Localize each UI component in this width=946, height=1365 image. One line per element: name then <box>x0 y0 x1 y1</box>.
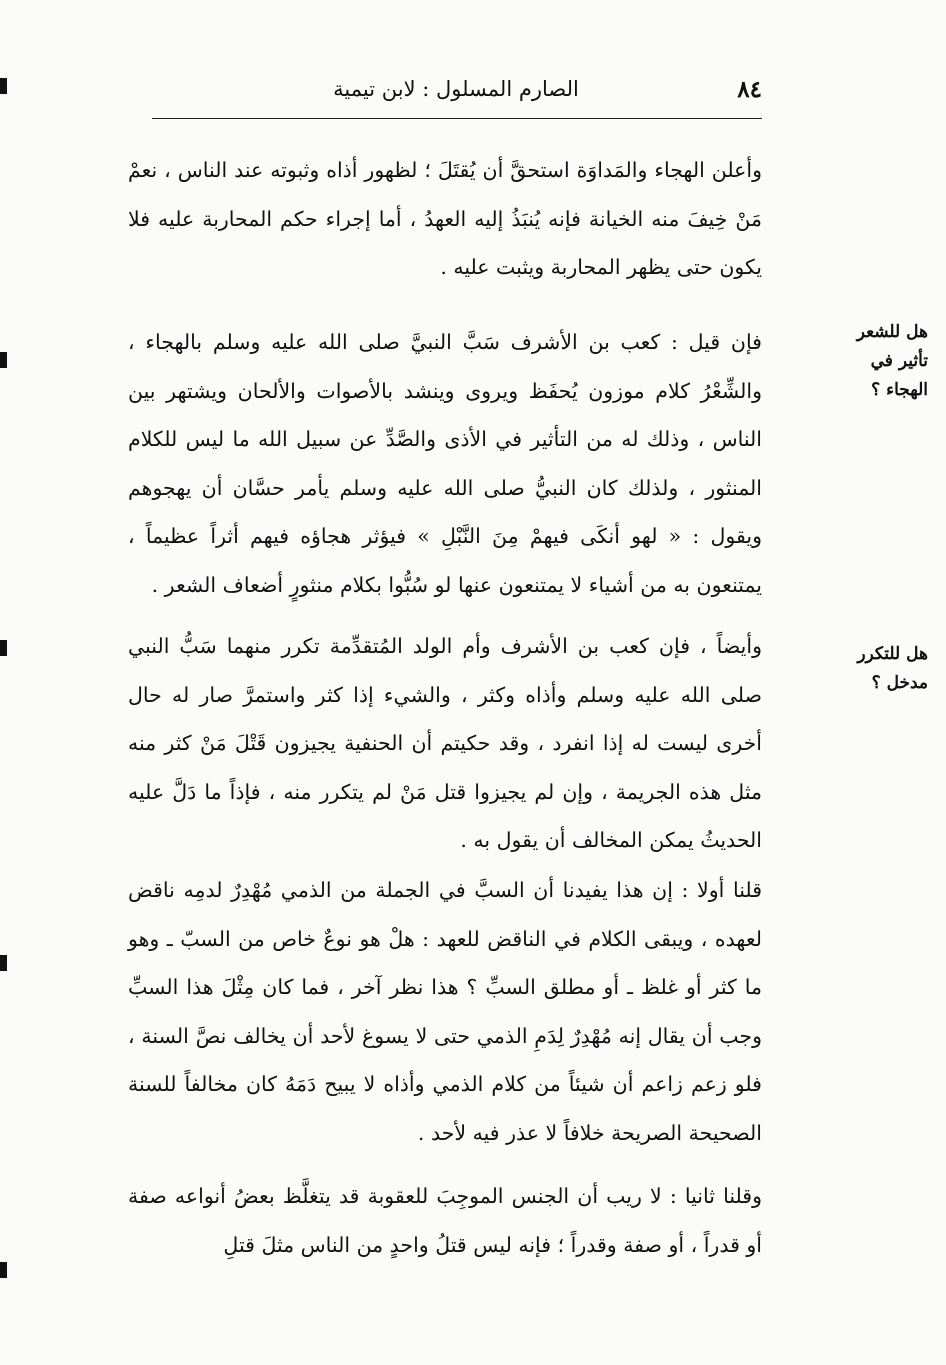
margin-mark <box>0 640 7 656</box>
paragraph-2 <box>128 318 762 609</box>
margin-mark <box>0 955 7 971</box>
side-note-poetry: هل للشعر تأثير في الهجاء ؟ <box>856 322 928 400</box>
margin-mark <box>0 352 7 368</box>
paragraph-text: قلنا أولا : إن هذا يفيدنا أن السبَّ في الجملة من الذمي مُهْدِرٌ لدمِه ناقض لعهده ، ويبقى الكلام في الناقض للعهد : هلْ هو نوعٌ خاص من السبّ ـ وهو ما كثر أو غلظ ـ أو مطلق السبِّ ؟ هذا نظر آخر ، فما كان مِثْلَ هذا السبِّ وجب أن يقال إنه مُهْدِرٌ لِدَمِ الذمي حتى لا يسوغ لأحد أن يخالف نصَّ السنة ، فلو زعم زاعم أن شيئاً من كلام الذمي وأذاه لا يبيح دَمَهُ كان مخالفاً للسنة الصحيحة الصريحة خلافاً لا عذر فيه لأحد . <box>128 878 762 1145</box>
header-rule <box>152 118 762 119</box>
paragraph-4 <box>128 866 762 1157</box>
margin-mark <box>0 1262 7 1278</box>
margin-mark <box>0 78 7 94</box>
paragraph-text: وأعلن الهجاء والمَداوَة استحقَّ أن يُقتَلَ ؛ لظهور أذاه وثبوته عند الناس ، نعمْ مَنْ خِيفَ منه الخيانة فإنه يُنبَذُ إليه العهدُ ، أما إجراء حكم المحاربة عليه فلا يكون حتى يظهر المحاربة ويثبت عليه . <box>128 158 762 279</box>
page-header <box>150 74 762 104</box>
paragraph-1 <box>128 146 762 292</box>
side-note-repetition: هل للتكرر مدخل ؟ <box>857 644 928 693</box>
paragraph-text: وقلنا ثانيا : لا ريب أن الجنس الموجِبَ للعقوبة قد يتغلَّظ بعضُ أنواعه صفة أو قدراً ، أو صفة وقدراً ؛ فإنه ليس قتلُ واحدٍ من الناس مثلَ قتلِ <box>128 1184 762 1257</box>
paragraph-text: وأيضاً ، فإن كعب بن الأشرف وأم الولد المُتقدِّمة تكرر منهما سَبُّ النبي صلى الله عليه وسلم وأذاه وكثر ، والشيء إذا كثر واستمرَّ صار له حال أخرى ليست له إذا انفرد ، وقد حكيتم أن الحنفية يجيزون قَتْلَ مَنْ كثر منه مثل هذه الجريمة ، وإن لم يجيزوا قتل مَنْ لم يتكرر منه ، فإذاً ما دَلَّ عليه الحديثُ يمكن المخالف أن يقول به . <box>128 634 762 852</box>
paragraph-5 <box>128 1172 762 1269</box>
page-number: ٨٤ <box>737 76 762 103</box>
paragraph-text: فإن قيل : كعب بن الأشرف سَبَّ النبيَّ صلى الله عليه وسلم بالهجاء ، والشِّعْرُ كلام موزون يُحفَظ ويروى وينشد بالأصوات والألحان ويشتهر بين الناس ، وذلك له من التأثير في الأذى والصَّدِّ عن سبيل الله ما ليس للكلام المنثور ، ولذلك كان النبيُّ صلى الله عليه وسلم يأمر حسَّان أن يهجوهم ويقول : « لهو أنكَى فيهمْ مِنَ النَّبْلِ » فيؤثر هجاؤه فيهم أثراً عظيماً ، يمتنعون به من أشياء لا يمتنعون عنها لو سُبُّوا بكلام منثورٍ أضعاف الشعر . <box>128 330 762 597</box>
paragraph-3 <box>128 622 762 865</box>
running-title: الصارم المسلول : لابن تيمية <box>333 77 579 101</box>
